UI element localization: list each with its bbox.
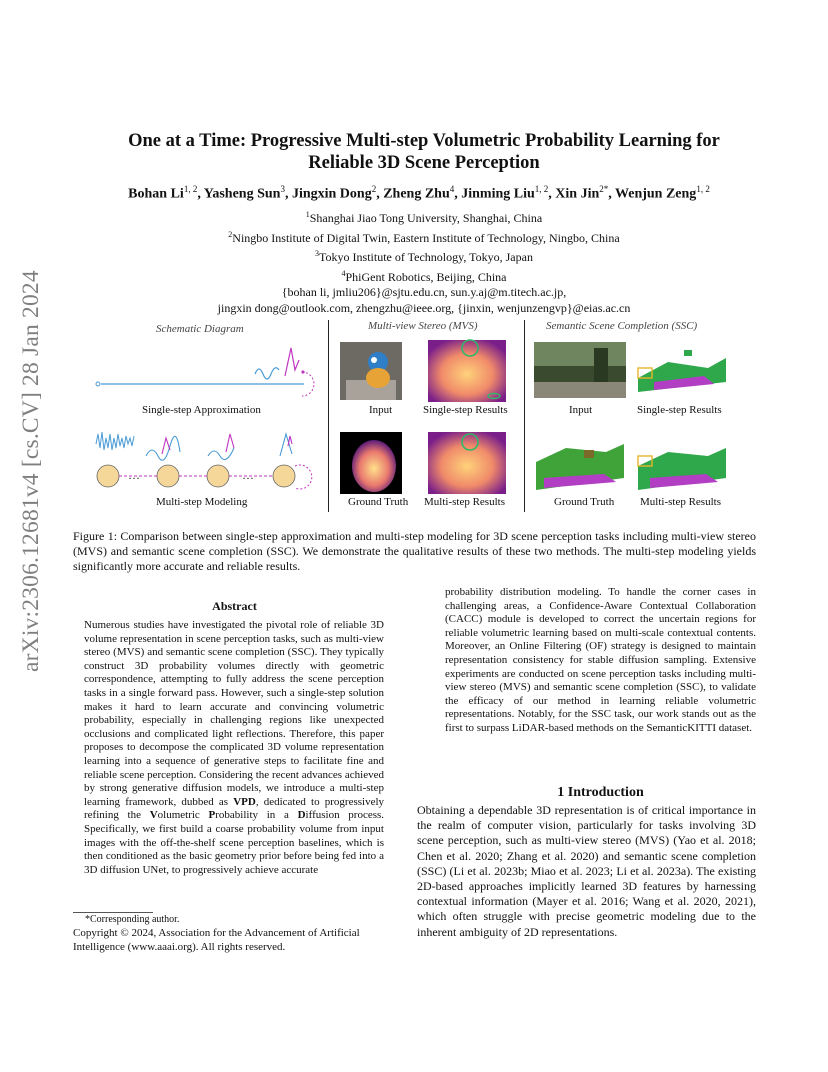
ellipsis-mark: ··· [128,471,140,485]
author-name: Zheng Zhu [383,186,450,202]
introduction-heading: 1 Introduction [557,785,644,800]
ssc-single-step-image [634,346,730,398]
label-ssc-single: Single-step Results [637,404,722,416]
abstract-heading: Abstract [212,599,257,613]
label-ssc-multi: Multi-step Results [640,496,721,508]
affiliation-sup: 4 [341,268,346,278]
affiliations [70,207,778,316]
ssc-input-image [534,342,626,398]
email-line-1: {bohan li, jmliu206}@sjtu.edu.cn, sun.y.aj@m.titech.ac.jp, [281,285,567,299]
author-name: Jinming Liu [461,186,535,202]
abstract-bold-letter: V [149,809,158,822]
author-sup: 2 [371,184,377,194]
affiliation-sup: 3 [315,249,320,258]
arxiv-sidebar-id: arXiv:2306.12681v4 [cs.CV] 28 Jan 2024 [18,270,44,672]
abstract-continued: probability distribution modeling. To handle the corner cases in challenging areas, a Confidence-Aware Contextual Collaboration (CACC) module is developed to correct the uncertain regions for reliable volumetric learning based on multi-scale contextual contents. Moreover, an Online Filtering (OF) strategy is designed to maintain representation consistency for stable diffusion sampling. Extensive experiments are conducted on scene perception tasks including multi-view stereo (MVS) and semantic scene completion (SSC), to validate the efficacy of our method in learning reliable volumetric representations. Notably, for the SSC task, our work stands out as the first to surpass LiDAR-based methods on the SemanticKITTI dataset. [445,586,756,734]
figure-1 [92,316,744,516]
label-ssc-input: Input [569,404,593,416]
abstract-bold-letter: D [297,809,306,822]
author-sup: 3 [280,184,285,194]
affiliation-line [70,266,778,286]
affiliation-sup: 2 [228,229,233,239]
author-sup: 1, 2 [534,184,549,194]
figure-separator [328,320,329,512]
abstract-text: robability in a [215,809,298,822]
mvs-multi-step-image [428,432,506,494]
email-line-2: jingxin dong@outlook.com, zhengzhu@ieee.org, {jinxin, wenjunzengvp}@eias.ac.cn [217,300,631,315]
affiliation-line [70,227,778,247]
abstract-body [84,619,384,877]
abstract-text: olumetric [157,809,209,822]
abstract-bold-letter: P [208,809,216,822]
label-single-step: Single-step Approximation [142,404,261,416]
affiliation-line [70,207,778,227]
label-mvs-gt: Ground Truth [348,496,409,508]
title-line-2: Reliable 3D Scene Perception [308,153,540,173]
introduction-body: Obtaining a dependable 3D representation is of critical importance in the realm of computer vision, particularly for tasks involving 3D scene perception, such as multi-view stereo (MVS) (Yao et al. 2018; Chen et al. 2020; Zhang et al. 2020) and semantic scene completion (SSC) (Li et al. 2023b; Miao et al. 2023; Li et al. 2023a). The existing 2D-based approaches implicitly learned 3D features by harnessing contextual information (Mayer et al. 2016; Wang et al. 2020, 2021), which often struggle with precise geometric modeling due to the inherent ambiguity of 2D representations. [417,803,756,939]
affiliation-sup: 1 [305,210,310,219]
author-sup: 2* [599,184,609,194]
author-name: Yasheng Sun [203,186,281,202]
author-list: Bohan Li$^{1, 2}$, Yasheng Sun$^3$, Jingxin Dong$^2$, Zheng Zhu$^4$, Jinming Liu$^{1, 2}$, Xin Jin$^{2*}$, Wenjun Zeng$^{1, 2}$ [128,184,710,202]
ssc-thumbnails [534,338,744,498]
affiliation-text: PhiGent Robotics, Beijing, China [345,269,507,284]
author-name: Jingxin Dong [291,186,372,202]
copyright: Copyright © 2024, Association for the Advancement of Artificial Intelligence (www.aaai.org). All rights reserved. [73,927,360,953]
schematic-diagram [92,316,328,516]
ssc-ground-truth-image [534,438,626,494]
author-sup: 1, 2 [696,184,710,194]
affiliation-line [70,246,778,266]
author-sup: 4 [449,184,455,194]
ssc-multi-step-image [634,438,730,494]
mvs-ground-truth-image [340,432,402,494]
author-name: Bohan Li [128,186,184,202]
abstract-text: , dedicated to progressively refining the [84,795,385,822]
abstract-vpd: VPD [233,795,256,808]
ellipsis-mark: ··· [242,471,254,485]
panel-title-mvs: Multi-view Stereo (MVS) [368,320,478,332]
label-multi-step: Multi-step Modeling [156,496,248,508]
label-mvs-single: Single-step Results [423,404,508,416]
figure-caption: Figure 1: Comparison between single-step approximation and multi-step modeling for 3D scene perception tasks including multi-view stereo (MVS) and semantic scene completion (SSC). We demonstrate the qualitative results of these two methods. The multi-step modeling yields significantly more accurate and reliable results. [73,529,756,573]
footnote: *Corresponding author. [85,914,180,925]
label-mvs-input: Input [369,404,393,416]
paper-title [70,130,778,174]
affiliation-text: Shanghai Jiao Tong University, Shanghai, China [309,211,543,225]
abstract-text: Numerous studies have investigated the pivotal role of reliable 3D volume representation in scene perception tasks, such as multi-view stereo (MVS) and semantic scene completion (SSC). They typically construct 3D probability volumes directly with geometric correspondence, attempting to fully address the scene perception tasks in a single forward pass. However, such a single-step solution makes it hard to learn accurate and convincing volumetric probability, especially in challenging regions like unexpected occlusions and complicated light reflections. Therefore, this paper proposes to decompose the complicated 3D volume representation learning into a sequence of generative steps to facilitate fine and reliable scene perception. Considering the recent advances achieved by strong generative diffusion models, we introduce a multi-step learning framework, dubbed as [84,619,384,808]
author-sup: 1, 2 [183,184,198,194]
mvs-input-image [340,342,402,400]
panel-title-schematic: Schematic Diagram [156,323,244,335]
author-name: Xin Jin [555,186,600,202]
footnote-rule [73,912,153,913]
author-name: Wenjun Zeng [615,186,697,202]
abstract-text: iffusion process. Specifically, we first build a coarse probability volume from input images with the off-the-shelf scene perception baselines, which is then conditioned as the basic geometry prior before being fed into a 3D diffusion UNet, to progressively achieve accurate [84,809,385,876]
mvs-thumbnails [340,338,520,498]
label-ssc-gt: Ground Truth [554,496,615,508]
label-mvs-multi: Multi-step Results [424,496,505,508]
affiliation-text: Tokyo Institute of Technology, Tokyo, Japan [319,250,533,264]
mvs-single-step-image [428,340,506,402]
single-step-sketch [96,348,314,396]
figure-separator [524,320,525,512]
affiliation-text: Ningbo Institute of Digital Twin, Eastern Institute of Technology, Ningbo, China [232,230,620,245]
panel-title-ssc: Semantic Scene Completion (SSC) [546,320,698,332]
title-line-1: One at a Time: Progressive Multi-step Volumetric Probability Learning for [128,131,720,151]
